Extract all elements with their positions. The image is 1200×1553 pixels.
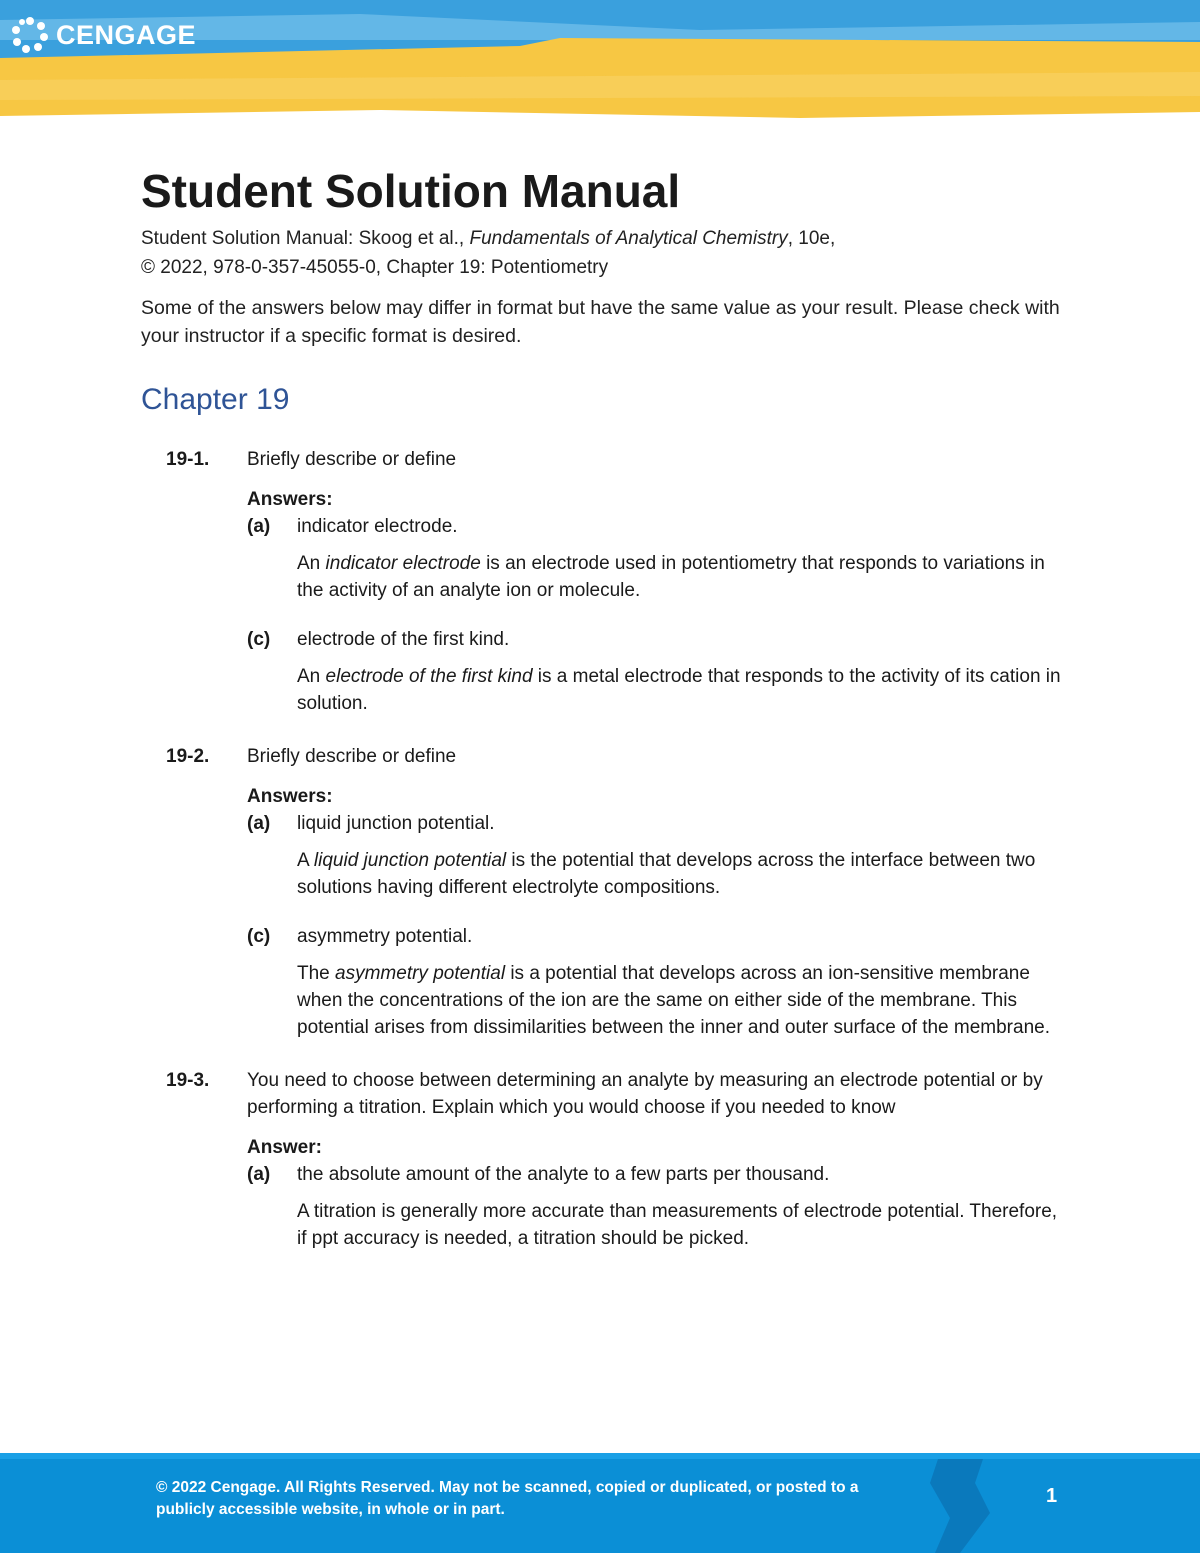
cengage-logo-icon [10,15,50,55]
part-explanation [297,960,1061,1041]
explanation-body: is the potential that develops across the interface between two solutions having different electrolyte compositions. [297,850,1036,898]
part-explanation [297,847,1061,901]
answers-label: Answers: [247,786,333,807]
problem-prompt: You need to choose between determining an analyte by measuring an electrode potential or by performing a titration. Explain which you would choose if you needed to know [247,1070,1043,1118]
brand-name: CENGAGE [56,19,197,50]
part-label: (a) [247,516,271,537]
problem-number: 19-3. [166,1070,210,1091]
part-label: (c) [247,629,271,650]
explanation-prefix: A [297,850,314,871]
answers-label: Answers: [247,489,333,510]
answer-part [247,1161,1061,1252]
explanation-term: electrode of the first kind [325,666,533,687]
part-explanation [297,1198,1061,1252]
answer-part [247,923,1061,1041]
part-label: (a) [247,813,271,834]
document-body [141,160,1061,1252]
problem-body [247,743,1061,1041]
problem-19-2 [141,743,1061,1041]
part-label: (c) [247,926,271,947]
problem-body [247,1067,1061,1252]
part-question: liquid junction potential. [297,813,495,834]
problem-prompt: Briefly describe or define [247,449,457,470]
explanation-term: liquid junction potential [313,850,507,871]
explanation-prefix: A titration is generally more accurate than measurements of electrode potential. Therefore, if ppt accuracy is needed, a titration should be picked. [297,1201,1058,1249]
problem-19-3 [141,1067,1061,1252]
citation-line-2: © 2022, 978-0-357-45055-0, Chapter 19: Potentiometry [141,257,609,278]
explanation-prefix: An [297,553,326,574]
citation-book-title: Fundamentals of Analytical Chemistry [469,228,788,249]
part-label: (a) [247,1164,271,1185]
part-question: electrode of the first kind. [297,629,510,650]
part-explanation [297,663,1061,717]
intro-note: Some of the answers below may differ in format but have the same value as your result. Please check with your instructor if a specific format is desired. [141,297,1060,347]
problem-number: 19-1. [166,449,210,470]
explanation-body: is a metal electrode that responds to the activity of its cation in solution. [297,666,1061,714]
problem-prompt: Briefly describe or define [247,746,457,767]
explanation-prefix: The [297,963,336,984]
explanation-term: indicator electrode [325,553,481,574]
problem-19-1 [141,446,1061,717]
citation-edition: , 10e, [787,228,836,249]
answers-label: Answer: [247,1137,322,1158]
copyright-notice: © 2022 Cengage. All Rights Reserved. May not be scanned, copied or duplicated, or posted to a publicly accessible website, in whole or in part. [156,1479,859,1518]
answer-part [247,626,1061,717]
part-question: the absolute amount of the analyte to a few parts per thousand. [297,1164,830,1185]
citation [141,224,1061,282]
page-number: 1 [1046,1485,1058,1507]
answer-part [247,513,1061,604]
explanation-term: asymmetry potential [335,963,506,984]
explanation-prefix: An [297,666,326,687]
problem-number: 19-2. [166,746,210,767]
citation-prefix: Student Solution Manual: Skoog et al., [141,228,470,249]
page-title: Student Solution Manual [141,165,681,217]
explanation-body: is a potential that develops across an ion-sensitive membrane when the concentrations of the ion are the same on either side of the membrane. This potential arises from dissimilarities between the inner and outer surface of the membrane. [297,963,1050,1038]
brand-logo [10,14,196,56]
chapter-heading: Chapter 19 [141,383,290,416]
part-explanation [297,550,1061,604]
answer-part [247,810,1061,901]
part-question: asymmetry potential. [297,926,473,947]
problem-body [247,446,1061,717]
explanation-body: is an electrode used in potentiometry that responds to variations in the activity of an analyte ion or molecule. [297,553,1045,601]
part-question: indicator electrode. [297,516,458,537]
